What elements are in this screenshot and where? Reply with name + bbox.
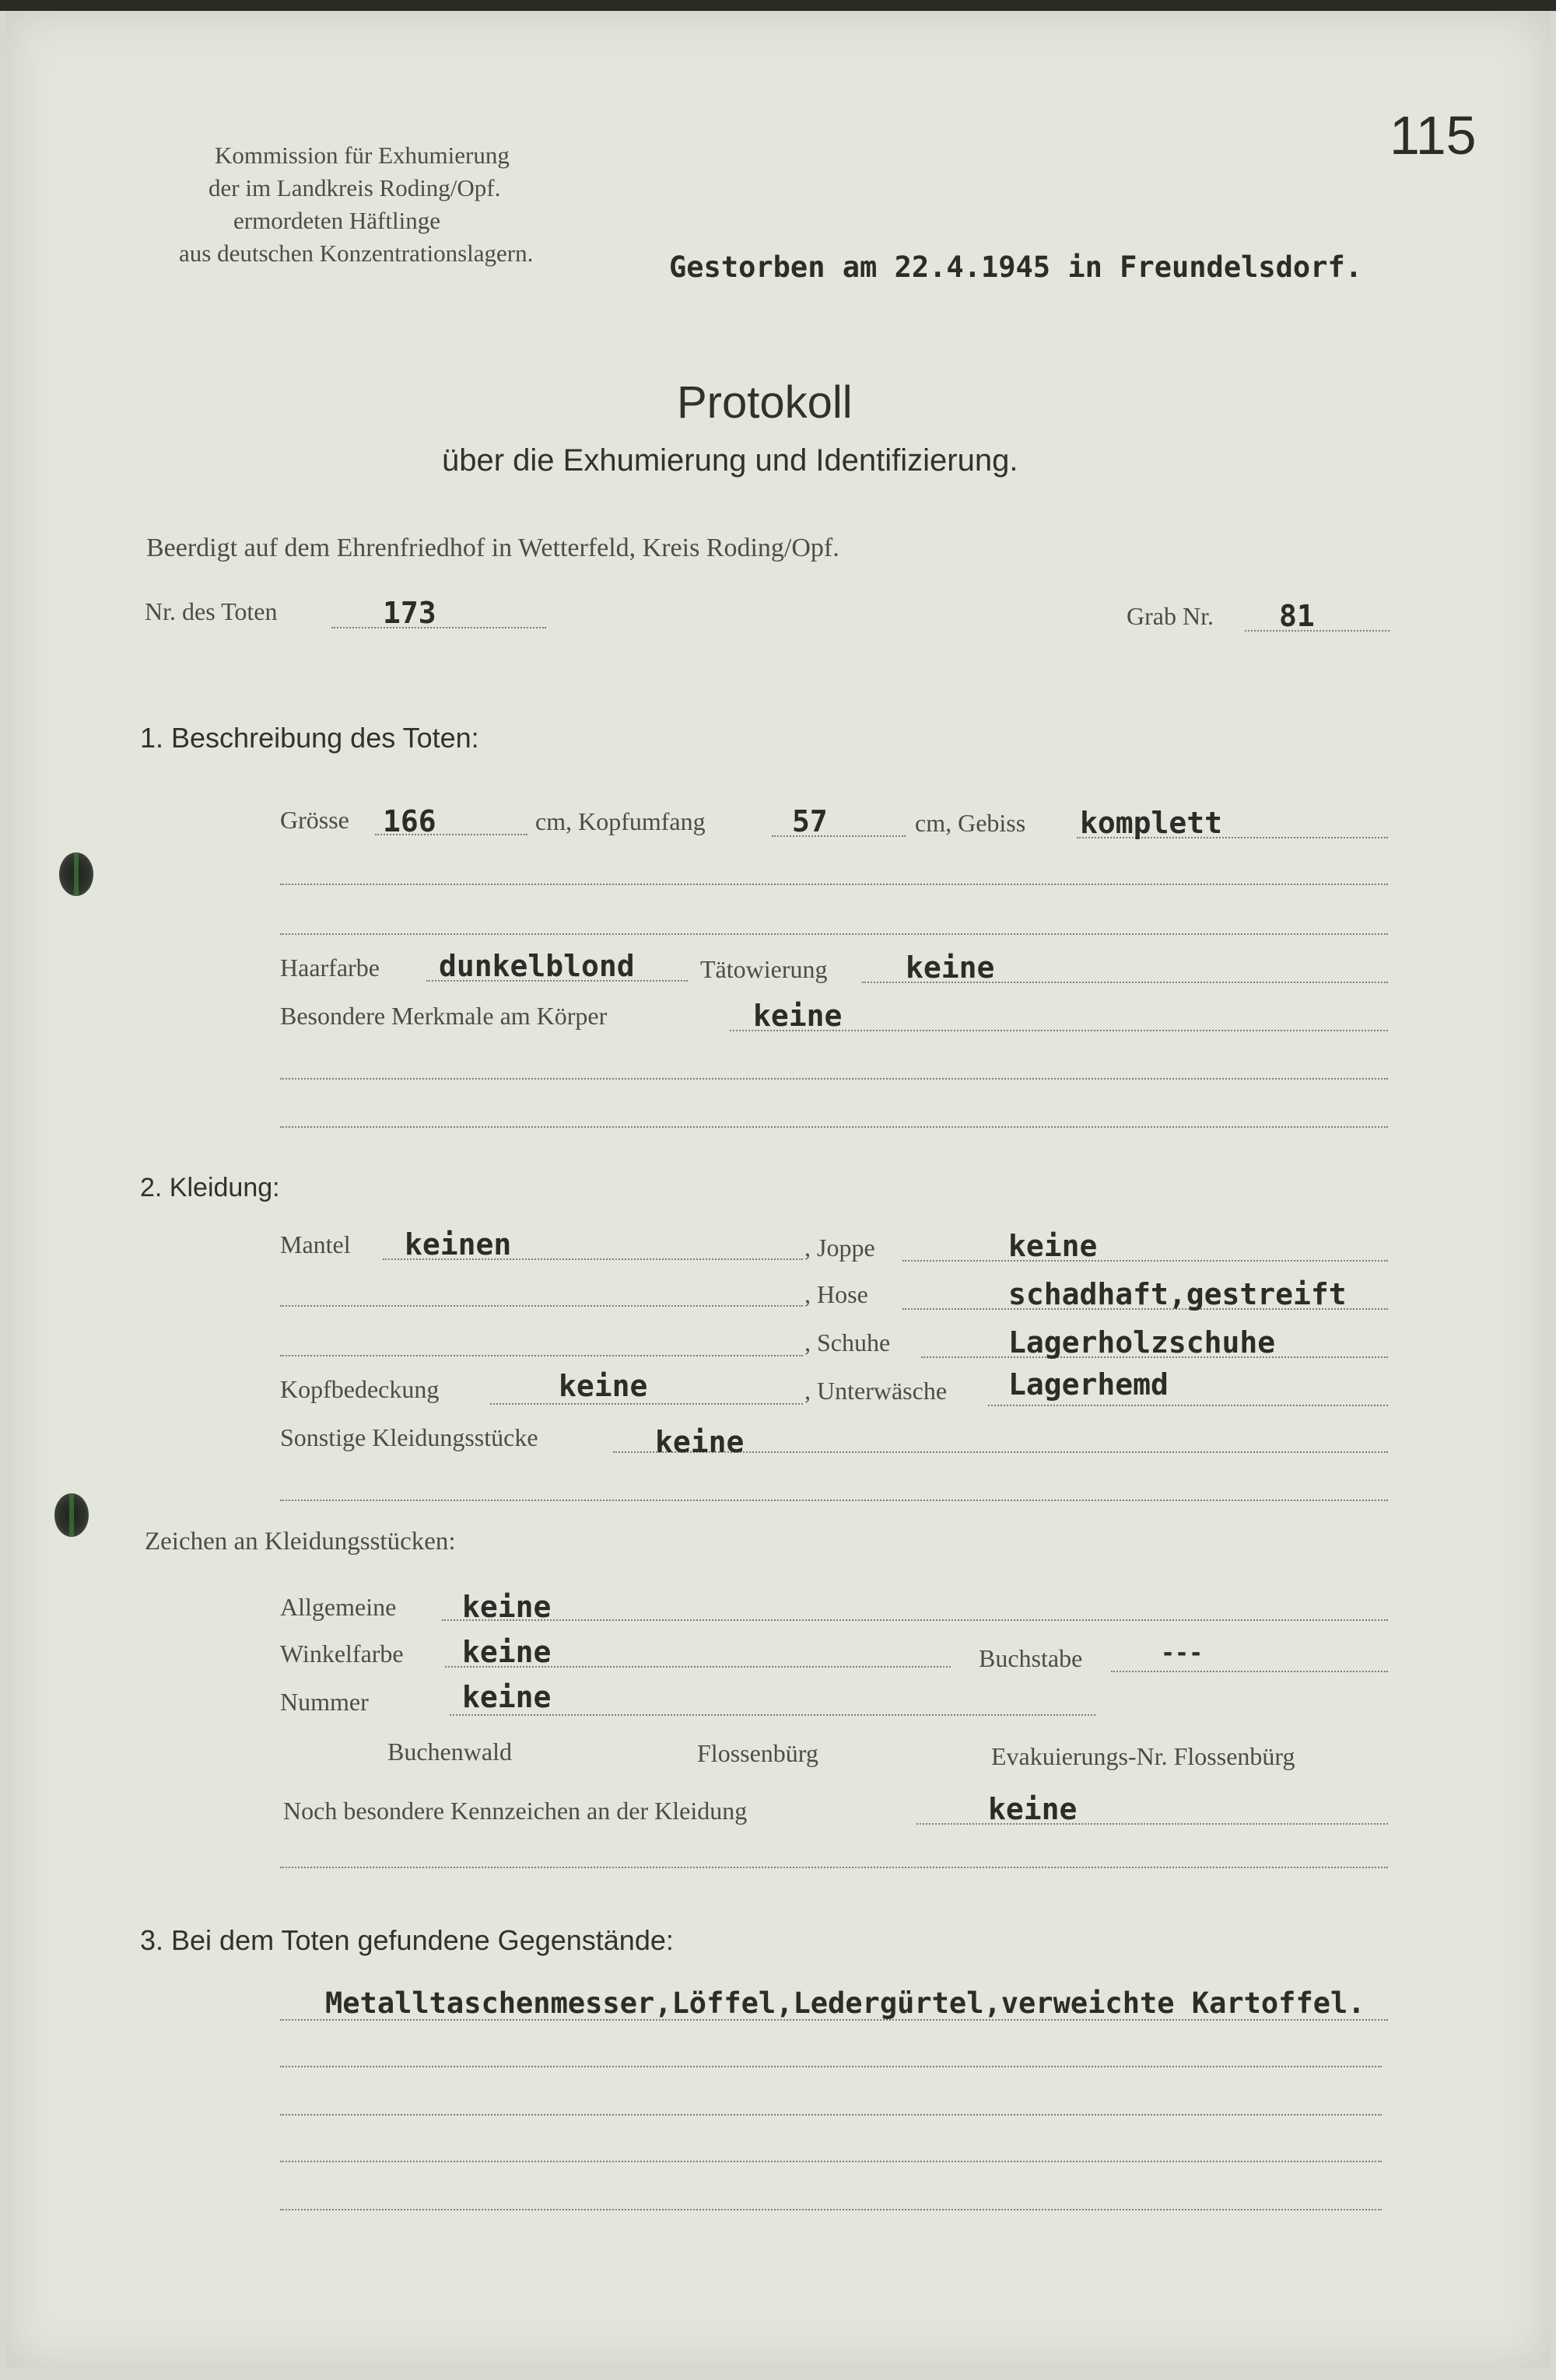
mantel-value: keinen bbox=[405, 1227, 512, 1262]
kopfumfang-value: 57 bbox=[792, 804, 828, 838]
punch-hole-upper bbox=[59, 852, 93, 896]
nr-toten-value: 173 bbox=[383, 596, 436, 630]
allgemeine-label: Allgemeine bbox=[280, 1593, 397, 1621]
noch-label: Noch besondere Kennzeichen an der Kleidung bbox=[283, 1797, 748, 1825]
joppe-value: keine bbox=[1008, 1229, 1098, 1263]
groesse-label: Grösse bbox=[280, 806, 349, 834]
mantel-label: Mantel bbox=[280, 1230, 351, 1258]
col-flossenbuerg: Flossenbürg bbox=[697, 1739, 818, 1767]
haarfarbe-value: dunkelblond bbox=[439, 949, 635, 983]
groesse-value: 166 bbox=[383, 804, 436, 838]
sonstige-label: Sonstige Kleidungsstücke bbox=[280, 1423, 538, 1451]
allgemeine-value: keine bbox=[462, 1590, 552, 1624]
nr-toten-label: Nr. des Toten bbox=[145, 597, 278, 625]
commission-line-3: ermordeten Häftlinge bbox=[233, 207, 440, 234]
merkmale-label: Besondere Merkmale am Körper bbox=[280, 1002, 608, 1030]
form-subtitle: über die Exhumierung und Identifizierung. bbox=[442, 443, 1018, 478]
grab-nr-value: 81 bbox=[1279, 599, 1315, 633]
zeichen-heading: Zeichen an Kleidungsstücken: bbox=[145, 1528, 456, 1556]
kopfbedeckung-label: Kopfbedeckung bbox=[280, 1375, 440, 1403]
commission-line-2: der im Landkreis Roding/Opf. bbox=[209, 174, 501, 201]
commission-line-1: Kommission für Exhumierung bbox=[215, 142, 510, 169]
winkelfarbe-value: keine bbox=[462, 1635, 552, 1669]
burial-line: Beerdigt auf dem Ehrenfriedhof in Wetterfeld, Kreis Roding/Opf. bbox=[146, 534, 839, 562]
section-2-heading: 2. Kleidung: bbox=[140, 1173, 280, 1202]
gebiss-value: komplett bbox=[1080, 806, 1223, 840]
kopfbedeckung-value: keine bbox=[559, 1369, 648, 1403]
haarfarbe-label: Haarfarbe bbox=[280, 954, 380, 982]
hose-value: schadhaft,gestreift bbox=[1008, 1277, 1347, 1311]
form-title: Protokoll bbox=[677, 377, 853, 428]
taetowierung-value: keine bbox=[906, 950, 995, 985]
page-number: 115 bbox=[1390, 105, 1477, 166]
death-note: Gestorben am 22.4.1945 in Freundelsdorf. bbox=[669, 250, 1363, 284]
buchstabe-value: --- bbox=[1161, 1640, 1204, 1667]
unterwaesche-label: , Unterwäsche bbox=[804, 1377, 948, 1405]
col-buchenwald: Buchenwald bbox=[387, 1738, 512, 1766]
hose-label: , Hose bbox=[804, 1280, 868, 1308]
form-page bbox=[6, 11, 1550, 2368]
sonstige-value: keine bbox=[655, 1425, 745, 1459]
unterwaesche-value: Lagerhemd bbox=[1008, 1367, 1169, 1402]
grab-nr-label: Grab Nr. bbox=[1127, 602, 1214, 630]
items-value: Metalltaschenmesser,Löffel,Ledergürtel,verweichte Kartoffel. bbox=[325, 1986, 1365, 2020]
gebiss-label: cm, Gebiss bbox=[915, 809, 1026, 837]
schuhe-label: , Schuhe bbox=[804, 1328, 891, 1356]
punch-hole-lower bbox=[54, 1493, 89, 1537]
nummer-value: keine bbox=[462, 1680, 552, 1714]
commission-line-4: aus deutschen Konzentrationslagern. bbox=[179, 240, 534, 267]
schuhe-value: Lagerholzschuhe bbox=[1008, 1325, 1276, 1360]
merkmale-value: keine bbox=[753, 999, 843, 1033]
col-evakuierung: Evakuierungs-Nr. Flossenbürg bbox=[991, 1742, 1295, 1770]
winkelfarbe-label: Winkelfarbe bbox=[280, 1640, 404, 1668]
section-3-heading: 3. Bei dem Toten gefundene Gegenstände: bbox=[140, 1924, 674, 1956]
scan-top-edge bbox=[0, 0, 1556, 11]
nummer-label: Nummer bbox=[280, 1688, 369, 1716]
noch-value: keine bbox=[988, 1792, 1078, 1826]
joppe-label: , Joppe bbox=[804, 1234, 875, 1262]
buchstabe-label: Buchstabe bbox=[979, 1644, 1083, 1672]
section-1-heading: 1. Beschreibung des Toten: bbox=[140, 722, 479, 754]
taetowierung-label: Tätowierung bbox=[700, 955, 828, 983]
kopfumfang-label: cm, Kopfumfang bbox=[535, 807, 706, 835]
